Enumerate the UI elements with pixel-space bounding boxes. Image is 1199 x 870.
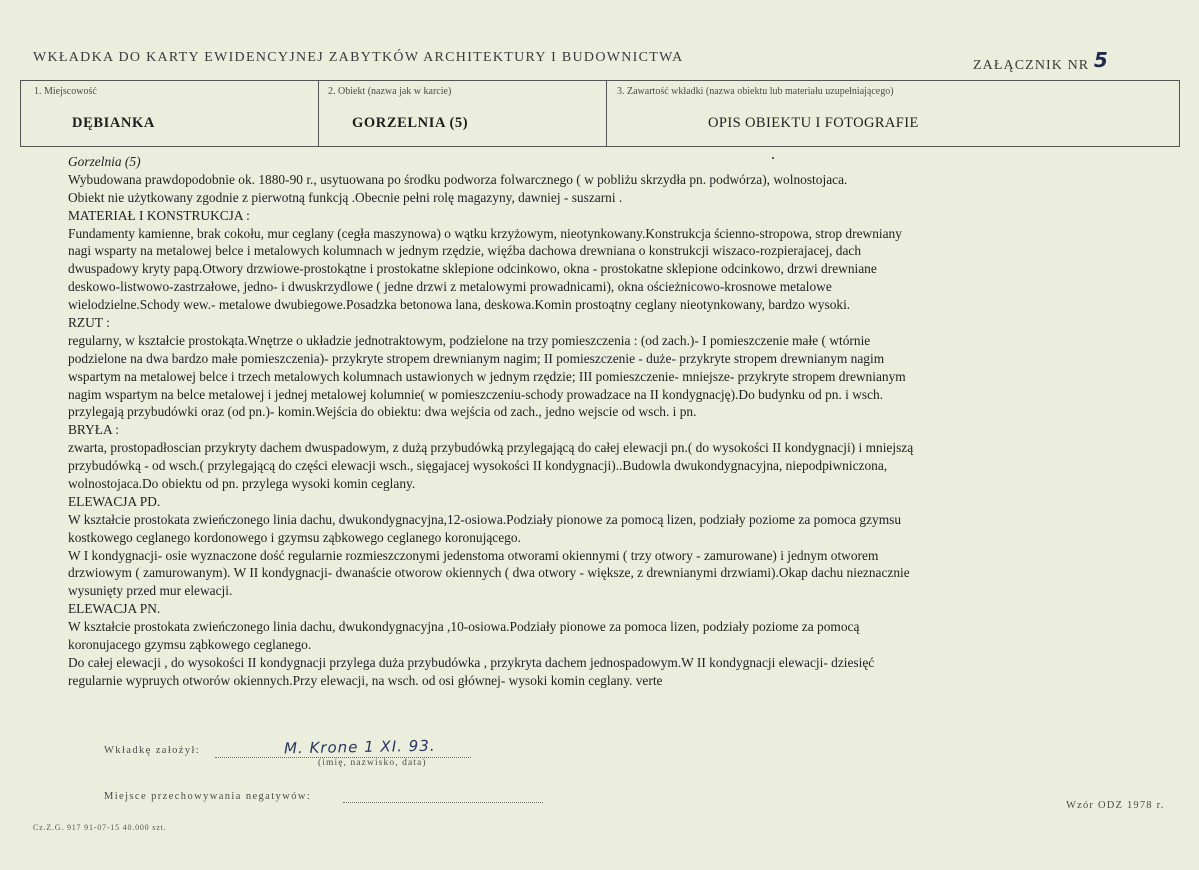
form-right-border xyxy=(1179,80,1180,146)
description-line: W kształcie prostokata zwieńczonego linia dachu, dwukondygnacyjna,12-osiowa.Podziały pionowe za pomocą lizen, podziały poziome za pomoca gzymsu xyxy=(68,511,902,527)
description-line: Fundamenty kamienne, brak cokołu, mur ceglany (cegła maszynowa) o wątku krzyżowym, nieotynkowany.Konstrukcja ścienno-stropowa, strop drewniany xyxy=(68,225,902,241)
description-line: MATERIAŁ I KONSTRUKCJA : xyxy=(68,207,250,223)
negatives-dotted-line xyxy=(343,802,543,803)
description-line: W kształcie prostokata zwieńczonego linia dachu, dwukondygnacyjna ,10-osiowa.Podziały pionowe za pomoca lizen, podziały poziome za pomocą xyxy=(68,619,860,635)
field-divider-2 xyxy=(606,80,607,146)
description-line: zwarta, prostopadłoscian przykryty dachem dwuspadowym, z dużą przybudówką przylegającą do całej elewacji pn.( do wysokości II kondygnacji) i mniejszą xyxy=(68,440,914,456)
description-line: nagim wspartym na belce metalowej i jednej metalowej kolumnie( w pomieszczeniu-schody prowadzace na II kondygnację).Do budynku od pn. i wsch. xyxy=(68,386,884,402)
description-line: regularnie wypruych otworów okiennych.Przy elewacji, na wsch. od osi głównej- wysoki komin ceglany. verte xyxy=(68,672,663,688)
print-info: Cz.Z.G. 917 91-07-15 40.000 szt. xyxy=(33,823,167,832)
description-line: dwuspadowy kryty papą.Otwory drzwiowe-prostokątne i prostokatne sklepione odcinkowo, okna - prostokatne sklepione odcinkowo, drzwi drewniane xyxy=(68,261,877,277)
description-line: koronujacego gzymsu ząbkowego ceglanego. xyxy=(68,637,312,653)
signature-caption: (imię, nazwisko, data) xyxy=(318,758,427,768)
negatives-location-label: Miejsce przechowywania negatywów: xyxy=(104,791,312,802)
field-contents-value: OPIS OBIEKTU I FOTOGRAFIE xyxy=(708,115,919,131)
description-line: Gorzelnia (5) xyxy=(68,154,141,169)
description-line: ELEWACJA PD. xyxy=(68,493,161,509)
description-line: nagi wsparty na metalowej belce i metalowych kolumnach w jednym rzędzie, więźba dachowa drewniana o konstrukcji wiszaco-rozpierajacej, dach xyxy=(68,243,862,259)
description-line: Do całej elewacji , do wysokości II kondygnacji przylega duża przybudówka , przykryta dachem jednospadowym.W II kondygnacji elewacji- dziesięć xyxy=(68,654,875,670)
document-title: WKŁADKA DO KARTY EWIDENCYJNEJ ZABYTKÓW ARCHITEKTURY I BUDOWNICTWA xyxy=(33,50,684,65)
description-line: BRYŁA : xyxy=(68,422,119,438)
description-line: wolnostojaca.Do obiektu od pn. przylega wysoki komin ceglany. xyxy=(68,476,416,492)
insert-author-label: Wkładkę założył: xyxy=(104,745,201,756)
form-left-border xyxy=(20,80,21,146)
description-line: podzielone na dwa bardzo małe pomieszczenia)- przykryte stropem drewnianym nagim; II pomieszczenie - duże- przykryte stropem drewnianym nagim xyxy=(68,350,885,366)
form-fields-bottom-border xyxy=(20,146,1180,147)
description-line: wielodzielne.Schody wew.- metalowe dwubiegowe.Posadzka betonowa lana, deskowa.Komin prostoątny ceglany nieotynkowany, bardzo wysoki. xyxy=(68,297,851,313)
attachment-label: ZAŁĄCZNIK NR xyxy=(973,58,1090,73)
field-divider-1 xyxy=(318,80,319,146)
description-line: kostkowego ceglanego kordonowego i gzymsu ząbkowego ceglanego koronującego. xyxy=(68,529,521,545)
form-template-id: Wzór ODZ 1978 r. xyxy=(1066,800,1165,811)
field-locality-caption: 1. Miejscowość xyxy=(34,86,97,97)
description-line: Wybudowana prawdopodobnie ok. 1880-90 r., usytuowana po środku podworza folwarcznego ( w pobliżu skrzydła pn. podwórza), wolnostojaca. xyxy=(68,171,848,187)
description-line: ELEWACJA PN. xyxy=(68,601,161,617)
attachment-number xyxy=(973,50,1109,74)
description-line: wysunięty przed mur elewacji. xyxy=(68,583,233,599)
object-description xyxy=(68,153,1168,690)
field-object-value: GORZELNIA (5) xyxy=(352,115,469,131)
handwritten-signature: M. Krone 1 XI. 93. xyxy=(283,736,436,758)
description-line: deskowo-listwowo-zastrzałowe, jedno- i dwuskrzydlowe ( jedne drzwi z metalowymi prowadnicami), okna ościeżnicowo-krosnowe metalowe xyxy=(68,279,832,295)
description-line: wspartym na metalowej belce i trzech metalowych kolumnach ustawionych w jednym rzędzie; III pomieszczenie- mniejsze- przykryte stropem drewnianym xyxy=(68,368,906,384)
description-line: przylegają przybudówki oraz (od pn.)- komin.Wejścia do obiektu: dwa wejścia od zach., jedno wejscie od wsch. i pn. xyxy=(68,404,697,420)
description-line: drzwiowym ( zamurowanym). W II kondygnacji- dwanaście otworow okiennych ( dwa otwory - większe, z drewnianymi drzwiami).Okap dachu nieznacznie xyxy=(68,565,910,581)
description-line: regularny, w kształcie prostokąta.Wnętrze o układzie jednotraktowym, podzielone na trzy pomieszczenia : (od zach.)- I pomieszczenie małe ( wtórnie xyxy=(68,332,871,348)
description-line: W I kondygnacji- osie wyznaczone dość regularnie rozmieszczonymi jedenstoma otworami okiennymi ( trzy otwory - zamurowane) i jednym otworem xyxy=(68,547,879,563)
field-locality-value: DĘBIANKA xyxy=(72,115,155,131)
attachment-number-value: 5 xyxy=(1093,48,1109,72)
field-contents-caption: 3. Zawartość wkładki (nazwa obiektu lub materiału uzupełniającego) xyxy=(617,86,894,97)
description-line: RZUT : xyxy=(68,315,110,331)
form-top-border xyxy=(20,80,1180,81)
field-object-caption: 2. Obiekt (nazwa jak w karcie) xyxy=(328,86,452,97)
description-line: przybudówką - od wsch.( przylegającą do części elewacji wsch., sięgajacej wysokości II kondygnacji)..Budowla dwukondygnacyjna, niepodpiwniczona, xyxy=(68,458,888,474)
description-line: Obiekt nie użytkowany zgodnie z pierwotną funkcją .Obecnie pełni rolę magazyny, dawniej - suszarni . xyxy=(68,189,623,205)
